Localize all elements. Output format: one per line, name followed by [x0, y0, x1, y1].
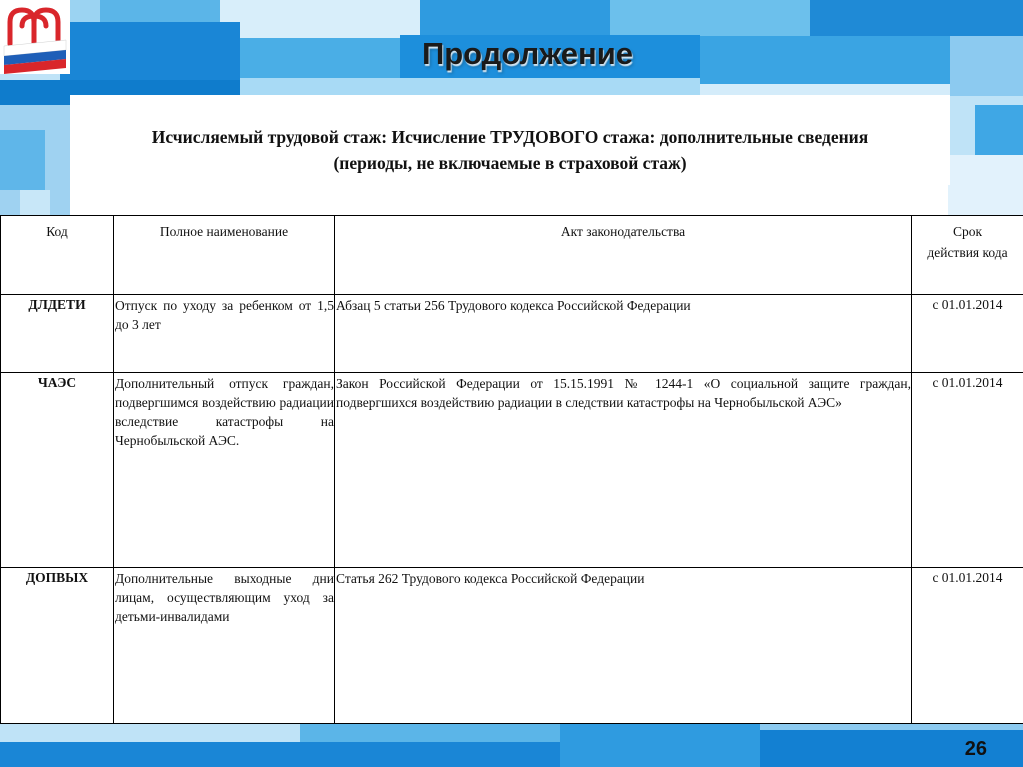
- cell-act: Абзац 5 статьи 256 Трудового кодекса Российской Федерации: [335, 295, 912, 373]
- table-row: [1, 373, 1023, 568]
- subtitle-line-1: Исчисляемый трудовой стаж: Исчисление ТРУДОВОГО стажа: дополнительные сведения: [151, 127, 869, 147]
- cell-term: с 01.01.2014: [912, 568, 1023, 724]
- cell-code: ДЛДЕТИ: [1, 295, 114, 373]
- cell-full-name: Дополнительный отпуск граждан, подвергшимся воздействию радиации вследствие катастрофы на Чернобыльской АЭС.: [114, 373, 335, 568]
- slide-title: Продолжение: [421, 36, 634, 71]
- header-act: Акт законодательства: [335, 216, 912, 295]
- cell-act: Статья 262 Трудового кодекса Российской Федерации: [335, 568, 912, 724]
- table-row: [1, 295, 1023, 373]
- table-header-row: [1, 216, 1023, 295]
- table-row: [1, 568, 1023, 724]
- cell-code: ДОПВЫХ: [1, 568, 114, 724]
- codes-table: [0, 215, 1023, 724]
- cell-act: Закон Российской Федерации от 15.15.1991 № 1244-1 «О социальной защите граждан, подвергшихся воздействию радиации в следствии катастрофы на Чернобыльской АЭС»: [335, 373, 912, 568]
- cell-code: ЧАЭС: [1, 373, 114, 568]
- header-term: [912, 216, 1023, 295]
- page-number: 26: [964, 738, 987, 760]
- cell-full-name: Дополнительные выходные дни лицам, осуществляющим уход за детьми-инвалидами: [114, 568, 335, 724]
- subtitle-line-2: (периоды, не включаемые в страховой стаж): [333, 153, 687, 173]
- header-term-line-2: действия кода: [927, 245, 1008, 260]
- header-code: Код: [1, 216, 114, 295]
- cell-term: с 01.01.2014: [912, 295, 1023, 373]
- slide-subtitle: [70, 124, 950, 176]
- header-term-line-1: Срок: [952, 224, 983, 239]
- header-full-name: Полное наименование: [114, 216, 335, 295]
- cell-term: с 01.01.2014: [912, 373, 1023, 568]
- cell-full-name: Отпуск по уходу за ребенком от 1,5 до 3 лет: [114, 295, 335, 373]
